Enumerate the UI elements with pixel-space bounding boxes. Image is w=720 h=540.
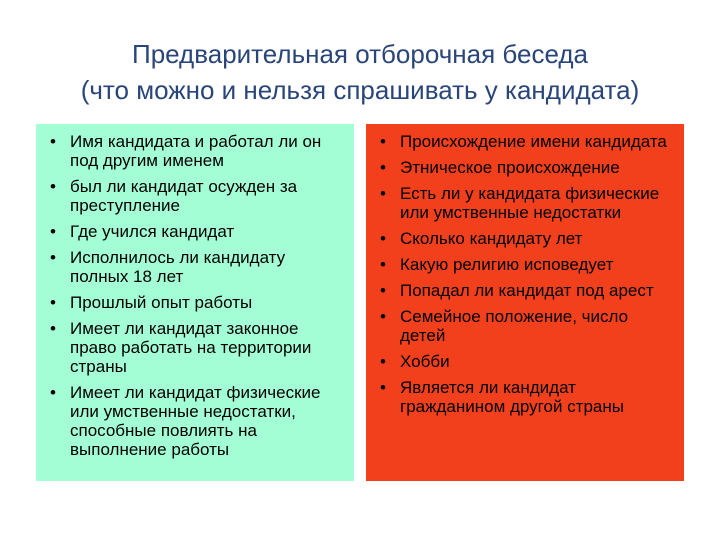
- list-item-text: Является ли кандидат гражданином другой страны: [400, 378, 624, 416]
- forbidden-questions-panel: [366, 124, 684, 481]
- list-item: [380, 229, 674, 248]
- list-item-text: Где учился кандидат: [70, 222, 235, 241]
- list-item: [380, 132, 674, 151]
- list-item-text: Происхождение имени кандидата: [400, 132, 667, 151]
- list-item: [380, 307, 674, 345]
- list-item: [50, 293, 344, 312]
- list-item-text: Хобби: [400, 352, 450, 371]
- bullet-icon: •: [50, 177, 56, 196]
- list-item-text: Какую религию исповедует: [400, 255, 614, 274]
- list-item: [50, 319, 344, 376]
- list-item-text: Имя кандидата и работал ли он под другим именем: [70, 132, 322, 170]
- list-item-text: Есть ли у кандидата физические или умственные недостатки: [400, 184, 660, 222]
- bullet-icon: •: [50, 222, 56, 241]
- bullet-icon: •: [380, 158, 386, 177]
- list-item-text: Имеет ли кандидат физические или умственные недостатки, способные повлиять на выполнение работы: [70, 383, 321, 459]
- list-item: [50, 222, 344, 241]
- bullet-icon: •: [50, 319, 56, 338]
- bullet-icon: •: [50, 248, 56, 267]
- slide-title-line-1: Предварительная отборочная беседа: [132, 39, 588, 69]
- bullet-icon: •: [380, 281, 386, 300]
- bullet-icon: •: [380, 132, 386, 151]
- forbidden-questions-list: [380, 132, 674, 416]
- bullet-icon: •: [380, 255, 386, 274]
- list-item-text: Попадал ли кандидат под арест: [400, 281, 654, 300]
- list-item: [50, 177, 344, 215]
- slide-title: [0, 36, 720, 108]
- list-item-text: был ли кандидат осужден за преступление: [70, 177, 298, 215]
- list-item: [50, 383, 344, 459]
- bullet-icon: •: [380, 307, 386, 326]
- list-item: [50, 132, 344, 170]
- list-item-text: Имеет ли кандидат законное право работать на территории страны: [70, 319, 312, 376]
- list-item-text: Этническое происхождение: [400, 158, 620, 177]
- list-item-text: Прошлый опыт работы: [70, 293, 253, 312]
- bullet-icon: •: [50, 132, 56, 151]
- bullet-icon: •: [380, 352, 386, 371]
- bullet-icon: •: [380, 229, 386, 248]
- bullet-icon: •: [50, 293, 56, 312]
- allowed-questions-list: [50, 132, 344, 459]
- list-item: [380, 184, 674, 222]
- allowed-questions-panel: [36, 124, 354, 481]
- list-item: [380, 158, 674, 177]
- list-item: [50, 248, 344, 286]
- slide-title-line-2: (что можно и нельзя спрашивать у кандидата): [80, 75, 640, 105]
- bullet-icon: •: [50, 383, 56, 402]
- list-item-text: Исполнилось ли кандидату полных 18 лет: [70, 248, 286, 286]
- bullet-icon: •: [380, 378, 386, 397]
- list-item: [380, 378, 674, 416]
- list-item: [380, 255, 674, 274]
- list-item-text: Сколько кандидату лет: [400, 229, 583, 248]
- list-item: [380, 352, 674, 371]
- list-item: [380, 281, 674, 300]
- bullet-icon: •: [380, 184, 386, 203]
- list-item-text: Семейное положение, число детей: [400, 307, 629, 345]
